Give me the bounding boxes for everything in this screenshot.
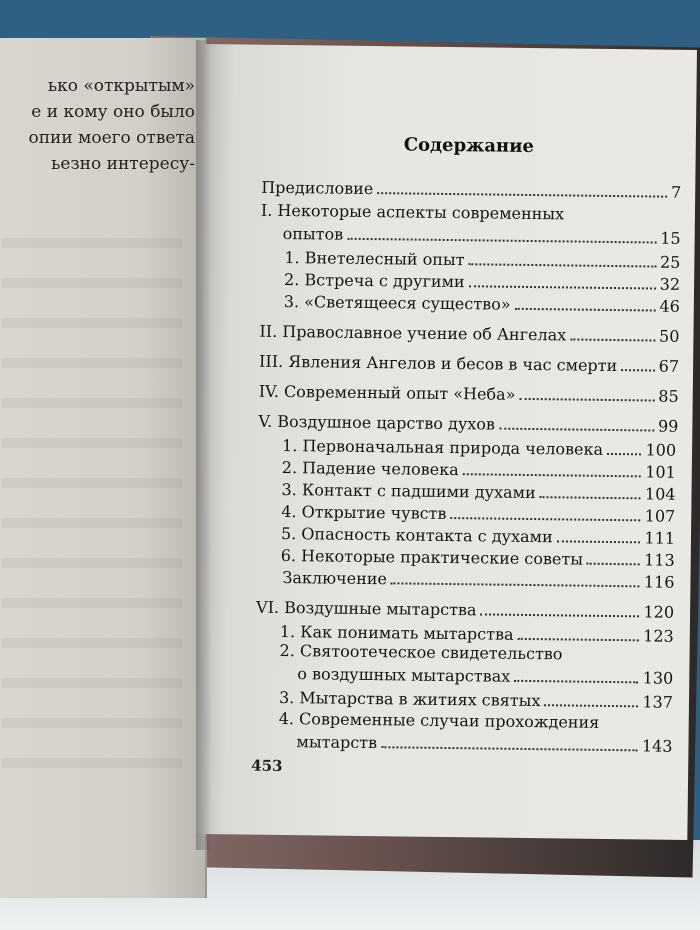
toc-entry-title: 1. Как понимать мытарства [279, 621, 514, 644]
left-page-line: опии моего ответа [28, 128, 195, 148]
toc-entry-page: 7 [670, 182, 682, 202]
toc-entry-page: 113 [644, 550, 675, 570]
right-page [195, 44, 697, 840]
left-page [0, 38, 207, 898]
toc-entry [296, 727, 672, 756]
toc-entry-title-cont: мытарств [296, 732, 378, 753]
toc-entry-page: 123 [643, 626, 674, 646]
toc-entry-page: 137 [642, 692, 674, 712]
left-page-line: ьезно интересу- [51, 154, 195, 174]
toc-entry-title: Заключение [282, 567, 388, 589]
toc-entry-title-cont: опытов [282, 223, 344, 244]
toc-entry-title: Предисловие [261, 177, 374, 199]
toc-entry-page: 111 [644, 528, 676, 548]
toc-entry-page: 116 [643, 572, 675, 592]
toc-entry [261, 173, 681, 202]
toc-entry-title: 1. Первоначальная природа человека [281, 435, 604, 459]
toc-entry-page: 130 [642, 668, 674, 688]
toc-entry [259, 347, 679, 376]
toc-entry-page: 67 [658, 356, 680, 376]
left-page-line: е и кому оно было [31, 102, 195, 122]
toc-entry-title: 4. Современные случаи прохождения [278, 708, 600, 732]
toc-entry-page: 85 [658, 386, 679, 406]
toc-entry-title: II. Православное учение об Ангелах [259, 321, 567, 345]
book-spine-shadow [196, 40, 212, 850]
toc-entry-page: 15 [660, 228, 681, 248]
toc-entry-page: 46 [659, 296, 680, 316]
toc-entry-title: 3. «Светящееся существо» [283, 291, 511, 314]
toc-entry-title: 1. Внетелесный опыт [284, 247, 465, 270]
left-page-line: ько «открытым» [47, 76, 195, 96]
toc-entry-title: 6. Некоторые практические советы [280, 545, 584, 569]
toc-entry-title: 2. Падение человека [281, 457, 459, 480]
toc-entry [284, 287, 680, 316]
toc-entry [259, 317, 679, 346]
toc-entry-title: 3. Контакт с падшими духами [281, 479, 536, 503]
toc-entry-page: 32 [659, 274, 681, 294]
toc-entry [259, 377, 679, 406]
page-number: 453 [251, 756, 283, 775]
toc-entry-title: 4. Открытие чувств [281, 501, 447, 523]
toc-entry-title: 2. Встреча с другими [284, 269, 465, 292]
toc-entry-title: VI. Воздушные мытарства [256, 597, 477, 620]
toc-entry-page: 99 [657, 416, 679, 436]
toc-entry-page: 107 [644, 506, 676, 526]
toc-entry-title: I. Некоторые аспекты современных [260, 200, 565, 224]
toc-entry [282, 563, 674, 592]
toc-entry-title: 3. Мытарства в житиях святых [278, 687, 541, 711]
toc-entry-page: 143 [641, 736, 673, 756]
toc-entry-page: 100 [645, 440, 677, 460]
toc-entry-title: V. Воздушное царство духов [258, 411, 496, 434]
toc-entry-title: 2. Святоотеческое свидетельство [279, 640, 563, 664]
toc-entry-page: 104 [644, 484, 676, 504]
toc-entry-title: 5. Опасность контакта с духами [280, 523, 553, 547]
toc-entry-page: 50 [658, 326, 680, 346]
toc-entry-title: IV. Современный опыт «Неба» [258, 381, 516, 404]
toc-entry-title: III. Явления Ангелов и бесов в час смерти [259, 351, 618, 376]
toc-entry [279, 683, 673, 712]
toc-entry-page: 120 [643, 602, 675, 622]
toc-title: Содержание [403, 134, 535, 158]
toc-entry-page: 101 [645, 462, 676, 482]
toc-entry-page: 25 [659, 252, 681, 272]
toc-entry-title-cont: о воздушных мытарствах [297, 664, 511, 686]
